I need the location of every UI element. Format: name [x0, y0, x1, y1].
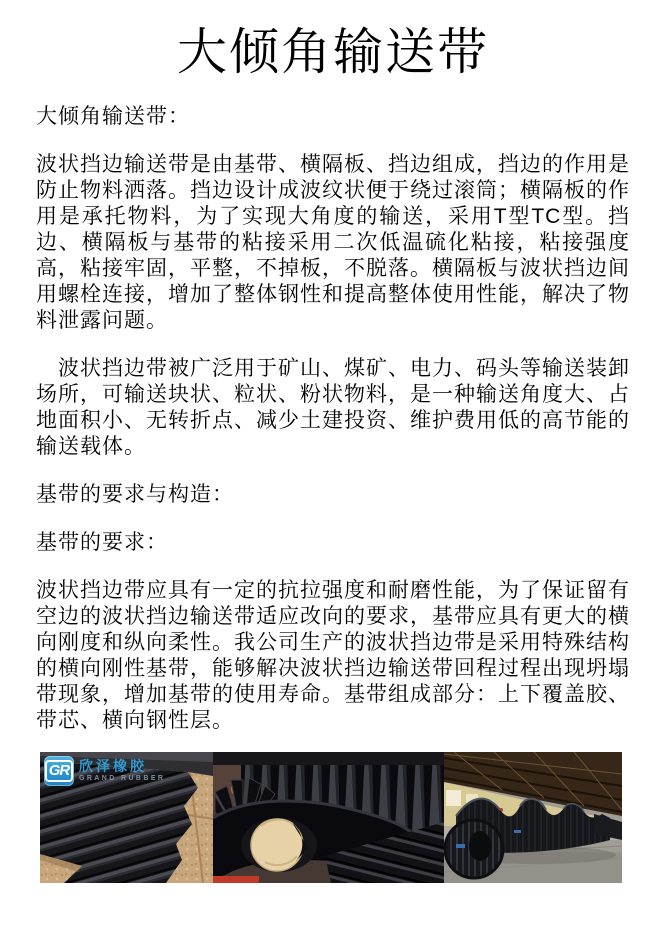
logo-monogram: GR — [45, 760, 74, 782]
product-photo-row — [40, 752, 622, 883]
photo-sidewall-loop — [213, 752, 444, 883]
logo-company-name-cn: 欣泽橡胶 — [79, 758, 147, 774]
paragraph-base-belt: 波状挡边带应具有一定的抗拉强度和耐磨性能，为了保证留有空边的波状挡边输送带适应改向的要求，基带应具有更大的横向刚度和纵向柔性。我公司生产的波状挡边带是采用特殊结构的横向刚性基带，能够解决波状挡边输送带回程过程出现坍塌带现象，增加基带的使用寿命。基带组成部分：上下覆盖胶、带芯、横向钢性层。 — [36, 579, 630, 732]
paragraph-composition: 波状挡边输送带是由基带、横隔板、挡边组成，挡边的作用是防止物料洒落。挡边设计成波纹状便于绕过滚筒；横隔板的作用是承托物料，为了实现大角度的输送，采用T型TC型。挡边、横隔板与基带的粘接采用二次低温硫化粘接，粘接强度高，粘接牢固，平整，不掉板，不脱落。横隔板与波状挡边间用螺栓连接，增加了整体钢性和提高整体使用性能，解决了物料泄露问题。 — [36, 153, 630, 332]
warehouse-art — [444, 752, 622, 883]
photo-warehouse — [444, 752, 622, 883]
intro-label: 大倾角输送带： — [36, 105, 190, 128]
logo-text — [79, 756, 165, 783]
heading-base-requirements-structure: 基带的要求与构造： — [36, 483, 234, 506]
photo-sidewall-closeup — [40, 752, 213, 883]
logo-gr-icon — [44, 756, 74, 786]
brand-logo — [44, 756, 165, 786]
heading-base-requirements: 基带的要求： — [36, 531, 168, 554]
logo-company-name-en: GRAND RUBBER — [79, 775, 166, 782]
page-title: 大倾角输送带 — [177, 24, 489, 80]
sidewall-loop-art — [213, 752, 444, 883]
paragraph-applications: 波状挡边带被广泛用于矿山、煤矿、电力、码头等输送装卸场所，可输送块状、粒状、粉状物料，是一种输送角度大、占地面积小、无转折点、减少土建投资、维护费用低的高节能的输送载体。 — [36, 357, 630, 458]
